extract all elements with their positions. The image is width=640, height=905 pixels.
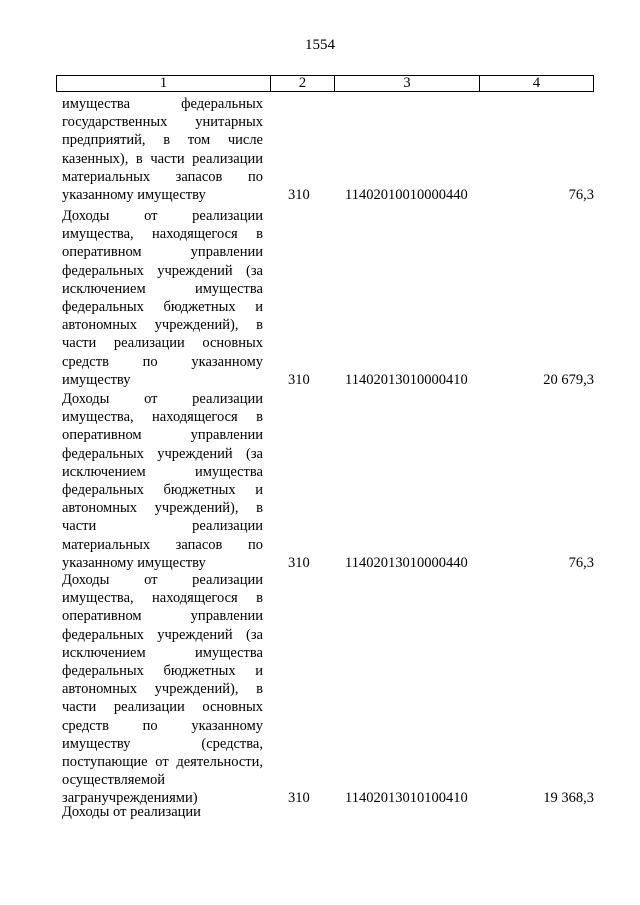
row-description <box>62 571 263 807</box>
description-line: материальных запасов по <box>62 536 263 553</box>
description-line: исключением имущества <box>62 644 263 661</box>
row-code: 310 <box>288 554 310 571</box>
description-line: государственных унитарных <box>62 114 263 131</box>
header-col-1: 1 <box>159 75 168 91</box>
description-line: федеральных учреждений (за <box>62 626 263 643</box>
description-line: Доходы от реализации <box>62 572 263 588</box>
row-description <box>62 390 263 572</box>
description-line: федеральных бюджетных и <box>62 662 263 679</box>
description-line: автономных учреждений), в <box>62 681 263 698</box>
description-line: оперативном управлении <box>62 608 263 625</box>
header-col-4: 4 <box>479 76 593 91</box>
description-line: части реализации основных <box>62 335 263 352</box>
row-amount: 76,3 <box>568 187 594 203</box>
description-line: имущества федеральных <box>62 96 263 112</box>
description-line: предприятий, в том числе <box>62 132 263 149</box>
description-line: имущества, находящегося в <box>62 409 263 426</box>
row-amount: 19 368,3 <box>543 790 594 807</box>
description-line: федеральных бюджетных и <box>62 298 263 315</box>
description-line: исключением имущества <box>62 463 263 480</box>
description-line: имущества, находящегося в <box>62 226 263 243</box>
description-line: исключением имущества <box>62 280 263 297</box>
header-col-3: 3 <box>334 76 479 91</box>
description-line: средств по указанному <box>62 353 263 370</box>
row-kbk: 11402010010000440 <box>345 187 468 203</box>
row-description <box>62 207 263 389</box>
row-description <box>62 95 263 204</box>
table-header <box>56 75 594 92</box>
description-line: казенных), в части реализации <box>62 150 263 167</box>
row-kbk: 11402013010000440 <box>345 554 468 571</box>
row-code: 310 <box>288 371 310 388</box>
description-line: Доходы от реализации <box>62 391 263 407</box>
description-line: материальных запасов по <box>62 168 263 185</box>
header-col-2: 2 <box>270 76 334 91</box>
description-line: федеральных учреждений (за <box>62 445 263 462</box>
description-line: указанному имуществу <box>62 554 206 571</box>
row-code: 310 <box>288 790 310 807</box>
row-description <box>62 803 263 821</box>
description-line: оперативном управлении <box>62 427 263 444</box>
description-line: оперативном управлении <box>62 244 263 261</box>
row-amount: 76,3 <box>568 554 594 571</box>
row-kbk: 11402013010100410 <box>345 790 468 807</box>
row-amount: 20 679,3 <box>543 371 594 388</box>
description-line: автономных учреждений), в <box>62 317 263 334</box>
description-line: автономных учреждений), в <box>62 500 263 517</box>
description-line: имущества, находящегося в <box>62 590 263 607</box>
description-line: осуществляемой <box>62 772 166 789</box>
description-line: Доходы от реализации <box>62 208 263 224</box>
description-line: Доходы от реализации <box>62 804 201 820</box>
row-kbk: 11402013010000410 <box>345 371 468 388</box>
description-line: части реализации <box>62 518 263 535</box>
description-line: федеральных бюджетных и <box>62 481 263 498</box>
description-line: имуществу (средства, <box>62 735 263 752</box>
page-number: 1554 <box>305 37 335 53</box>
description-line: части реализации основных <box>62 699 263 716</box>
row-code: 310 <box>288 187 310 203</box>
description-line: средств по указанному <box>62 717 263 734</box>
description-line: указанному имуществу <box>62 186 206 203</box>
description-line: федеральных учреждений (за <box>62 262 263 279</box>
description-line: поступающие от деятельности, <box>62 753 263 770</box>
description-line: имуществу <box>62 371 131 388</box>
description-line: загранучреждениями) <box>62 790 198 807</box>
